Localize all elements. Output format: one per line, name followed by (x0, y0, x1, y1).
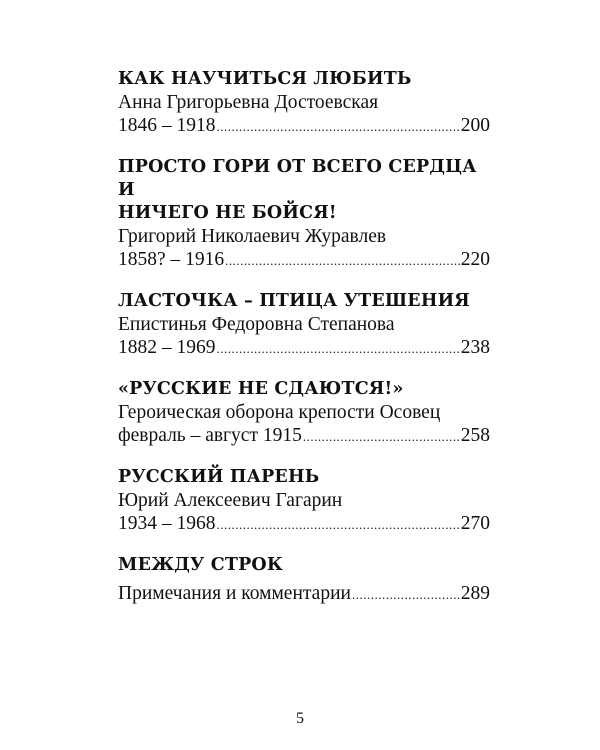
entry-dates: 1858? – 1916 (118, 249, 225, 270)
entry-page-number: 238 (460, 337, 490, 358)
entry-dates: 1846 – 1918 (118, 115, 216, 136)
entry-subtitle: Героическая оборона крепости Осовец (118, 402, 441, 423)
toc-entry[interactable] (118, 68, 490, 138)
entry-page-line (118, 114, 490, 138)
entry-dates: 1934 – 1968 (118, 513, 216, 534)
entry-page-number: 258 (460, 425, 490, 446)
toc-entry[interactable] (118, 290, 490, 360)
entry-page-line (118, 248, 490, 272)
page-number-footer: 5 (296, 710, 304, 727)
toc-entry[interactable] (118, 466, 490, 536)
dot-leader (352, 583, 460, 606)
entry-subtitle: Григорий Николаевич Журавлев (118, 226, 387, 247)
entry-subtitle: Анна Григорьевна Достоевская (118, 92, 379, 113)
entry-dates: февраль – август 1915 (118, 425, 302, 446)
entry-page-line (118, 336, 490, 360)
entry-dates: 1882 – 1969 (118, 337, 216, 358)
entry-page-number: 220 (460, 249, 490, 270)
dot-leader (217, 115, 460, 138)
toc-entry[interactable] (118, 554, 490, 606)
entry-page-number: 289 (460, 583, 490, 604)
dot-leader (225, 249, 460, 272)
table-of-contents (118, 68, 490, 624)
entry-title: КАК НАУЧИТЬСЯ ЛЮБИТЬ (118, 69, 412, 89)
entry-subtitle: Юрий Алексеевич Гагарин (118, 490, 343, 511)
entry-title: РУССКИЙ ПАРЕНЬ (118, 467, 320, 487)
entry-title: ПРОСТО ГОРИ ОТ ВСЕГО СЕРДЦА И (118, 157, 477, 200)
dot-leader (217, 513, 460, 536)
entry-title: МЕЖДУ СТРОК (118, 555, 283, 575)
entry-title: ЛАСТОЧКА – ПТИЦА УТЕШЕНИЯ (118, 291, 470, 311)
dot-leader (303, 425, 460, 448)
entry-page-line (118, 424, 490, 448)
entry-title: «РУССКИЕ НЕ СДАЮТСЯ!» (118, 379, 404, 399)
dot-leader (217, 337, 460, 360)
entry-page-line (118, 512, 490, 536)
toc-entry[interactable] (118, 156, 490, 272)
entry-page-number: 270 (460, 513, 490, 534)
entry-page-line (118, 582, 490, 606)
entry-subtitle: Епистинья Федоровна Степанова (118, 314, 395, 335)
entry-page-number: 200 (460, 115, 490, 136)
toc-entry[interactable] (118, 378, 490, 448)
entry-title-continued: НИЧЕГО НЕ БОЙСЯ! (118, 203, 337, 223)
entry-description: Примечания и комментарии (118, 583, 351, 604)
